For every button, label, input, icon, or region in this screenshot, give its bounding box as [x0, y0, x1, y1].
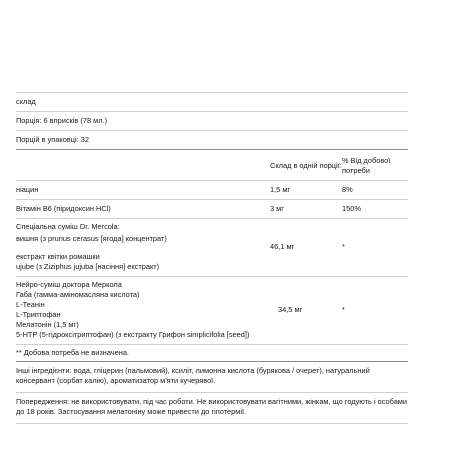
- amount-column-header: Склад в одній порції:: [270, 161, 342, 170]
- column-header-row: [16, 149, 408, 180]
- nutrient-row-niacin: [16, 180, 408, 199]
- blend-ingredient: L-Триптофан: [16, 310, 61, 319]
- nutrient-dv: 150%: [342, 204, 361, 213]
- servings-per-container-row: [16, 130, 408, 149]
- section-label-row: [16, 92, 408, 111]
- serving-size: Порція: 6 вприсків (78 мл.): [16, 116, 108, 125]
- nutrient-dv: 8%: [342, 185, 353, 194]
- blend-dv: *: [342, 242, 345, 251]
- footnote-row: [16, 344, 408, 361]
- blend-dv: *: [342, 305, 345, 314]
- nutrient-amount: 1,5 мг: [270, 185, 291, 194]
- nutrient-name: Вітамін B6 (піридоксин HCl): [16, 204, 111, 213]
- blend-title: Нейро-суміш доктора Меркола: [16, 280, 122, 289]
- footnote: ** Добова потреба не визначена.: [16, 348, 129, 357]
- blend-ingredient: Мелатонін (1,5 мг): [16, 320, 79, 329]
- serving-size-row: [16, 111, 408, 130]
- blend-ingredient: вишня (з prunus cerasus [ягода] концентрат): [16, 234, 167, 243]
- supplement-facts-panel: [16, 92, 408, 424]
- nutrient-row-b6: [16, 199, 408, 218]
- nutrient-amount: 3 мг: [270, 204, 284, 213]
- blend-row-mercola: [16, 218, 408, 276]
- blend-amount: 46,1 мг: [270, 242, 295, 251]
- blend-row-neuro: [16, 276, 408, 344]
- other-ingredients: Інші інгредієнти: вода, гліцерин (пальмовий), ксиліт, лимонна кислота (бурякова / очерет), натуральний консервант (сорбат калію), ароматизатор м'яти кучерявої.: [16, 361, 408, 392]
- servings-per-container: Порцій в упаковці: 32: [16, 135, 89, 144]
- blend-ingredient: Габа (гамма-аміномасляна кислота): [16, 290, 140, 299]
- blend-ingredient: L-Теанін: [16, 300, 45, 309]
- warning-text: Попередження: не використовувати, під час роботи. Не використовувати вагітними, жінкам, що годують і особами до 18 років. Застосування мелатоніну може привести до гіпотермії.: [16, 392, 408, 423]
- blend-ingredients: [16, 280, 278, 340]
- blend-title: Спеціальна суміш Dr. Mercola:: [16, 222, 120, 231]
- blend-ingredients: [16, 222, 270, 272]
- section-label: склад: [16, 97, 36, 106]
- daily-value-column-header: % Від добової потреби: [342, 156, 391, 175]
- nutrient-name: ніацин: [16, 185, 39, 194]
- blend-amount: 34,5 мг: [278, 305, 303, 314]
- blend-ingredient: екстракт квітки ромашки: [16, 252, 100, 261]
- bottom-divider: [16, 423, 408, 424]
- blend-ingredient: 5-HTP (5-гідроксітриптофан) (з екстракту Грифон simplicifolia [seed]): [16, 330, 250, 339]
- blend-ingredient: ujube (з Ziziphus jujuba [насіння] екстракт): [16, 262, 160, 271]
